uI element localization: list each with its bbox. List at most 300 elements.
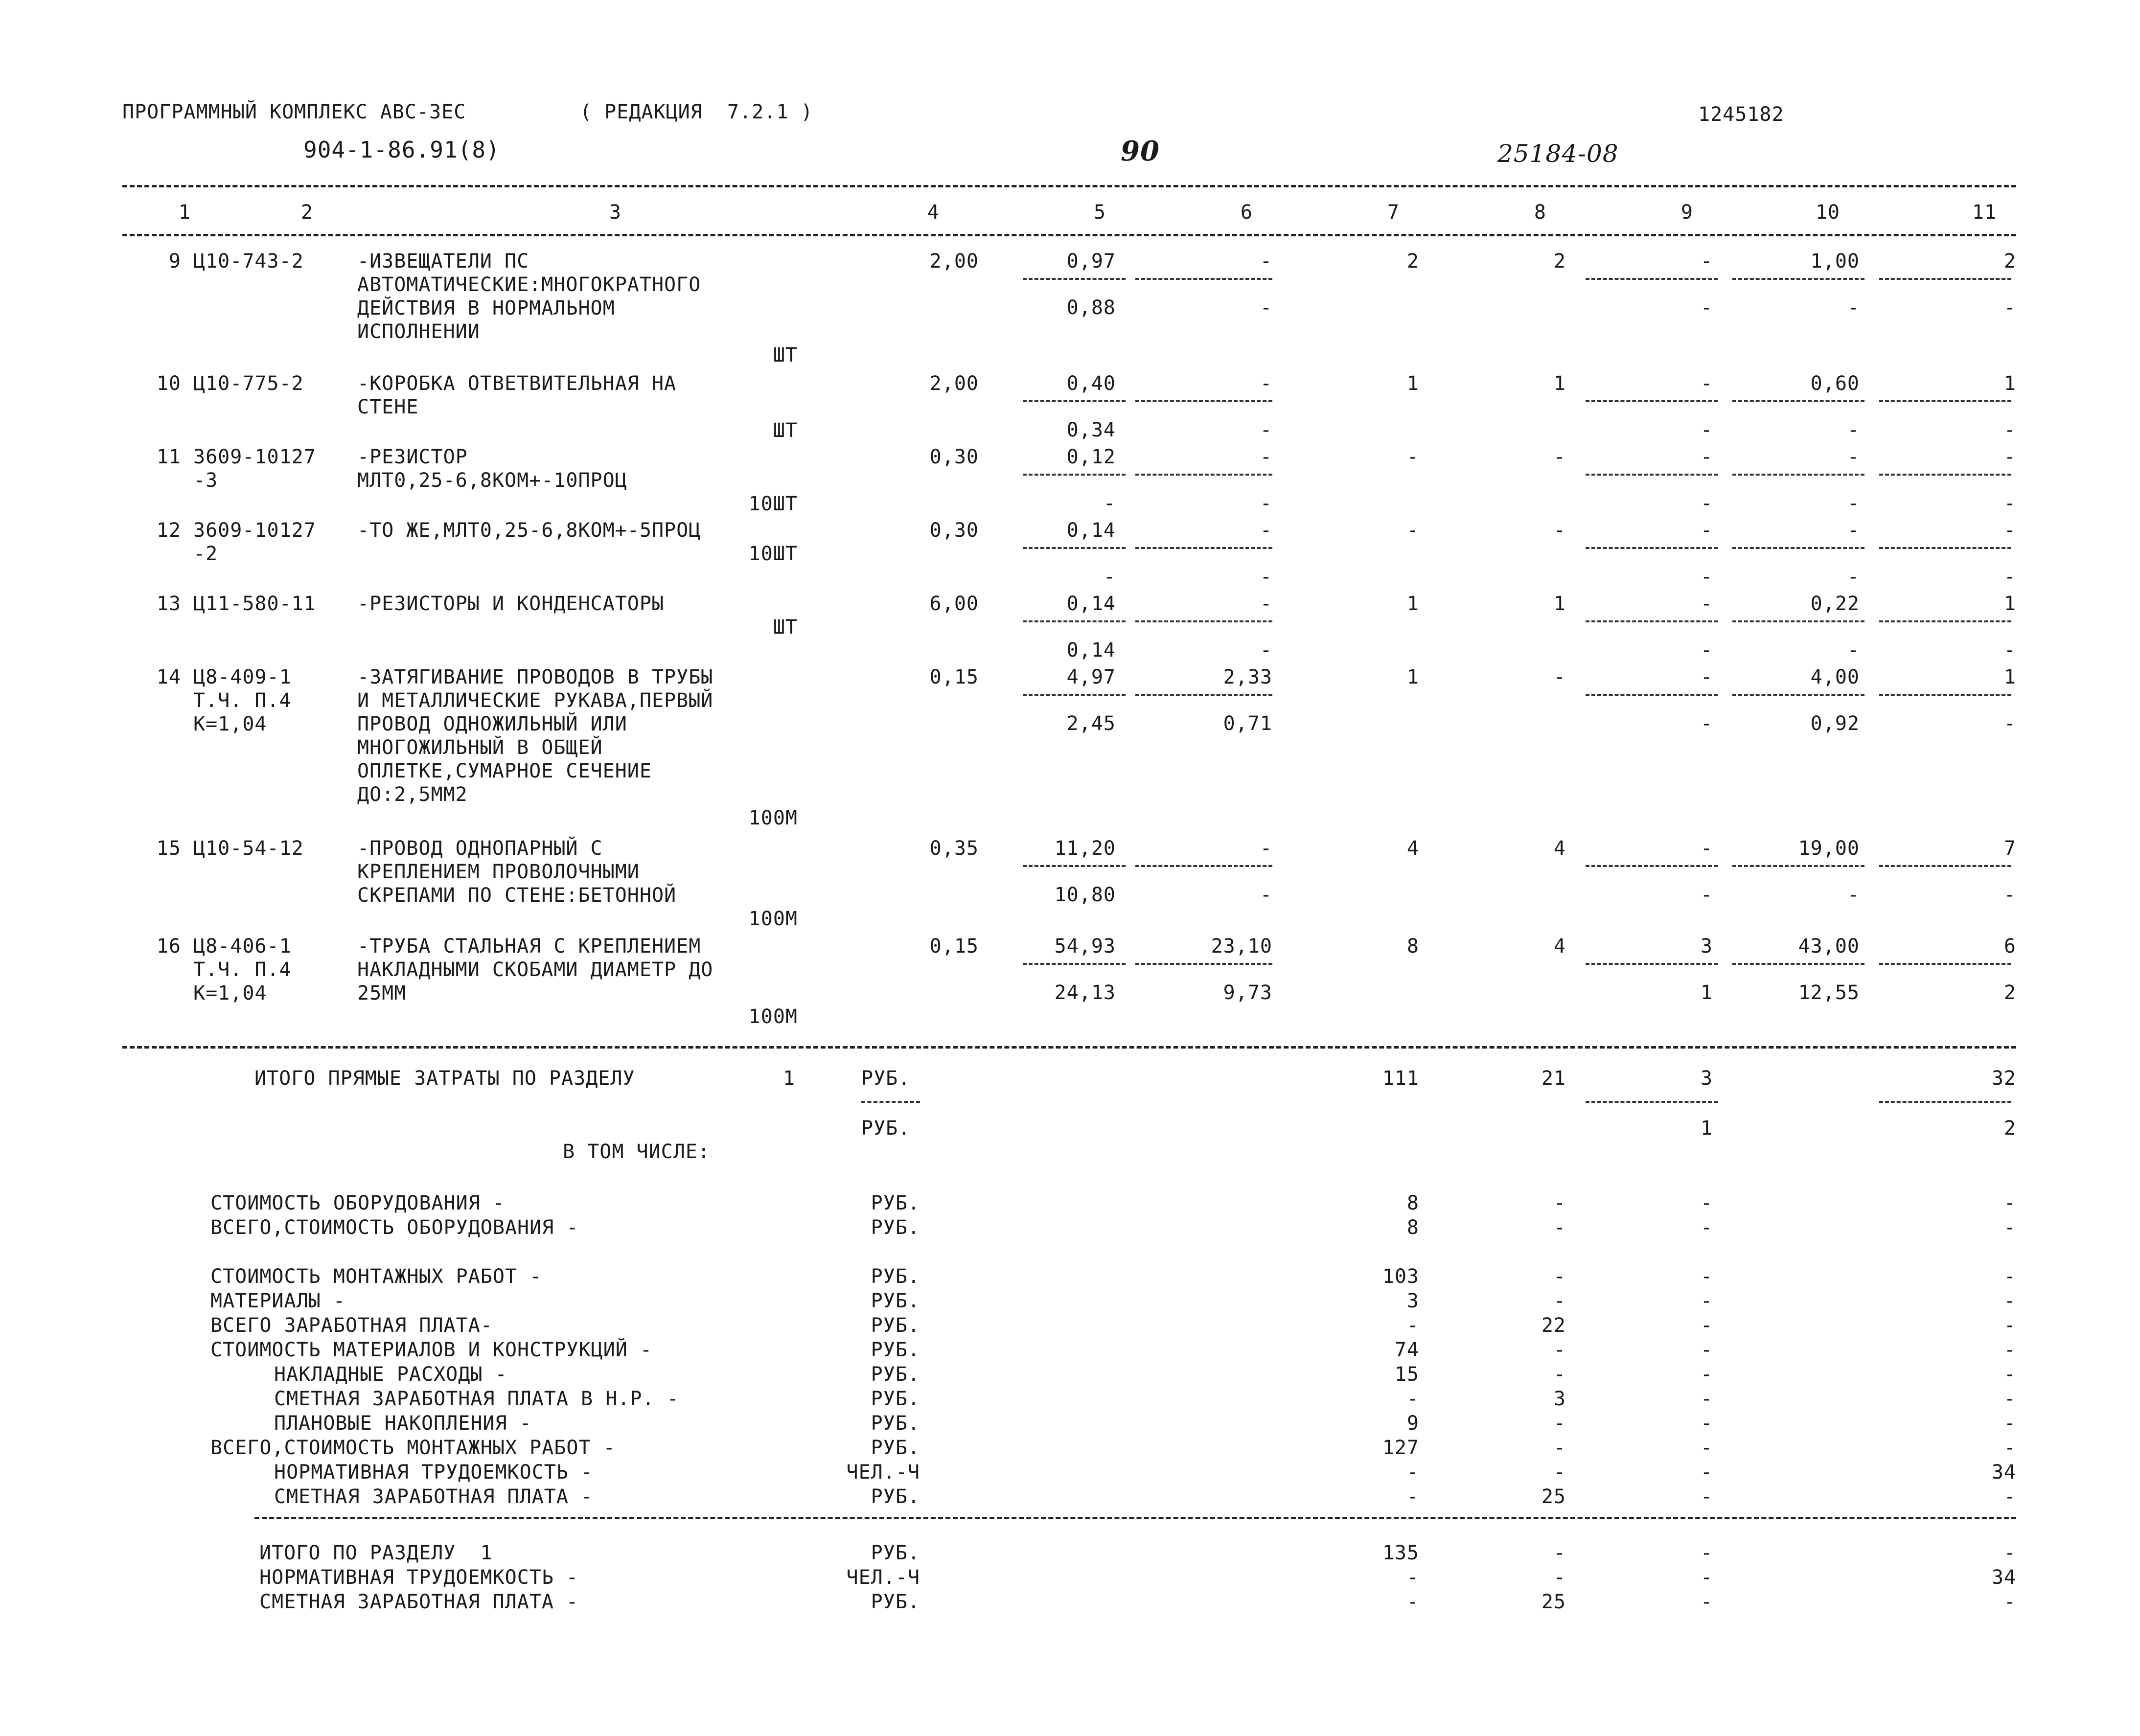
summary-label: ВСЕГО,СТОИМОСТЬ ОБОРУДОВАНИЯ - xyxy=(210,1216,579,1239)
row-code: К=1,04 xyxy=(193,713,267,735)
row-c8: - xyxy=(1553,666,1566,688)
row-c6b: 0,71 xyxy=(1223,712,1272,735)
cell-divider xyxy=(1023,400,1126,402)
cell-divider xyxy=(1135,474,1272,476)
summary-c8: - xyxy=(1553,1437,1566,1459)
doc-number: 1245182 xyxy=(1698,103,1784,126)
summary-c8: - xyxy=(1553,1216,1566,1239)
header-rule xyxy=(122,185,2016,187)
row-description: ОПЛЕТКЕ,СУМАРНОЕ СЕЧЕНИЕ xyxy=(357,760,652,782)
summary-unit: РУБ. xyxy=(871,1192,920,1214)
summary-c9: - xyxy=(1700,1290,1713,1312)
summary-c7: - xyxy=(1406,1388,1419,1410)
section-total-c9: - xyxy=(1700,1566,1713,1589)
row-c5b: 0,14 xyxy=(1066,639,1116,662)
section-total-c11: - xyxy=(2003,1591,2016,1613)
row-description: -ПРОВОД ОДНОПАРНЫЙ С xyxy=(357,837,603,860)
cell-divider xyxy=(1135,400,1272,402)
row-c6b: - xyxy=(1260,566,1272,588)
direct-costs-unit: РУБ. xyxy=(861,1067,911,1090)
cell-divider xyxy=(1586,547,1718,549)
row-description: СКРЕПАМИ ПО СТЕНЕ:БЕТОННОЙ xyxy=(357,884,677,907)
row-description: -ТРУБА СТАЛЬНАЯ С КРЕПЛЕНИЕМ xyxy=(357,935,701,958)
summary-c11: - xyxy=(2003,1388,2016,1410)
header-rule-bottom xyxy=(122,234,2016,236)
cell-divider xyxy=(1732,400,1864,402)
row-number: 15 xyxy=(156,837,181,860)
cell-divider xyxy=(1135,694,1272,696)
totals-rule xyxy=(122,1046,2016,1049)
summary-label: НАКЛАДНЫЕ РАСХОДЫ - xyxy=(274,1363,507,1386)
row-description: НАКЛАДНЫМИ СКОБАМИ ДИАМЕТР ДО xyxy=(357,959,713,981)
row-c4: 0,15 xyxy=(929,666,979,688)
row-c10b: - xyxy=(1847,566,1860,588)
cell-divider xyxy=(1586,694,1718,696)
column-header: 2 xyxy=(300,201,313,224)
row-description: КРЕПЛЕНИЕМ ПРОВОЛОЧНЫМИ xyxy=(357,861,640,883)
summary-c8: 25 xyxy=(1541,1485,1566,1508)
summary-unit: РУБ. xyxy=(871,1388,920,1410)
summary-c11: - xyxy=(2003,1314,2016,1337)
row-c9a: - xyxy=(1700,250,1713,273)
cell-divider xyxy=(1879,963,2011,965)
summary-c9: - xyxy=(1700,1388,1713,1410)
direct-c8: 21 xyxy=(1541,1067,1566,1090)
summary-c11: - xyxy=(2003,1412,2016,1435)
cell-divider xyxy=(1879,278,2011,280)
row-c11b: - xyxy=(2003,419,2016,441)
summary-c9: - xyxy=(1700,1216,1713,1239)
row-c10b: - xyxy=(1847,639,1860,662)
summary-c8: 22 xyxy=(1541,1314,1566,1337)
row-c10a: - xyxy=(1847,446,1860,468)
row-unit: ШТ xyxy=(773,616,798,639)
summary-c11: - xyxy=(2003,1363,2016,1386)
cell-divider xyxy=(1732,474,1864,476)
summary-label: СТОИМОСТЬ МОНТАЖНЫХ РАБОТ - xyxy=(210,1265,542,1288)
summary-label: СТОИМОСТЬ ОБОРУДОВАНИЯ - xyxy=(210,1192,505,1214)
summary-unit: РУБ. xyxy=(871,1437,920,1459)
summary-c11: - xyxy=(2003,1339,2016,1361)
summary-c7: 103 xyxy=(1382,1265,1419,1288)
row-c10a: 43,00 xyxy=(1798,935,1860,958)
section-total-unit: РУБ. xyxy=(871,1591,920,1613)
row-c5a: 0,14 xyxy=(1066,519,1116,542)
summary-c11: - xyxy=(2003,1265,2016,1288)
row-c6a: 2,33 xyxy=(1223,666,1272,688)
summary-unit: РУБ. xyxy=(871,1265,920,1288)
column-header: 4 xyxy=(927,201,940,224)
row-c6b: - xyxy=(1260,639,1272,662)
row-c8: - xyxy=(1553,446,1566,468)
column-header: 5 xyxy=(1093,201,1106,224)
cell-divider xyxy=(1135,278,1272,280)
row-c5b: 0,34 xyxy=(1066,419,1116,441)
row-unit: 100М xyxy=(748,1005,798,1028)
row-c10a: 0,60 xyxy=(1810,372,1860,395)
summary-c11: - xyxy=(2003,1485,2016,1508)
summary-unit: РУБ. xyxy=(871,1290,920,1312)
summary-c7: - xyxy=(1406,1314,1419,1337)
row-c5a: 4,97 xyxy=(1066,666,1116,688)
section-total-c7: - xyxy=(1406,1591,1419,1613)
row-c10b: 0,92 xyxy=(1810,712,1860,735)
row-description: АВТОМАТИЧЕСКИЕ:МНОГОКРАТНОГО xyxy=(357,274,701,296)
edition: ( РЕДАКЦИЯ 7.2.1 ) xyxy=(580,101,813,123)
row-c11b: - xyxy=(2003,884,2016,906)
cell-divider xyxy=(1732,963,1864,965)
c11-rule xyxy=(1879,1101,2011,1103)
column-header: 1 xyxy=(178,201,191,224)
row-c5a: 0,12 xyxy=(1066,446,1116,468)
section-total-c9: - xyxy=(1700,1591,1713,1613)
row-description: ИСПОЛНЕНИИ xyxy=(357,320,480,343)
row-number: 11 xyxy=(156,446,181,468)
cell-divider xyxy=(1135,963,1272,965)
column-header: 11 xyxy=(1972,201,1997,224)
column-header: 3 xyxy=(609,201,621,224)
summary-c8: - xyxy=(1553,1412,1566,1435)
row-c10b: - xyxy=(1847,492,1860,515)
summary-c8: - xyxy=(1553,1363,1566,1386)
row-c7: 8 xyxy=(1406,935,1419,958)
row-code: Ц11-580-11 xyxy=(193,593,316,615)
row-c11b: - xyxy=(2003,297,2016,319)
handwritten-code: 25184-08 xyxy=(1497,139,1619,168)
row-unit: 10ШТ xyxy=(748,543,798,565)
row-number: 13 xyxy=(156,593,181,615)
row-c7: 2 xyxy=(1406,250,1419,273)
summary-unit: РУБ. xyxy=(871,1363,920,1386)
section-total-c7: - xyxy=(1406,1566,1419,1589)
row-c10b: - xyxy=(1847,884,1860,906)
summary-c9: - xyxy=(1700,1485,1713,1508)
summary-c9: - xyxy=(1700,1192,1713,1214)
row-c8: 1 xyxy=(1553,593,1566,615)
row-c9b: - xyxy=(1700,566,1713,588)
summary-label: СТОИМОСТЬ МАТЕРИАЛОВ И КОНСТРУКЦИЙ - xyxy=(210,1339,652,1361)
cell-divider xyxy=(1023,474,1126,476)
direct-c11b: 2 xyxy=(2003,1117,2016,1140)
column-header: 10 xyxy=(1815,201,1840,224)
row-code: Ц8-409-1 xyxy=(193,666,292,688)
row-description: МЛТ0,25-6,8КОМ+-10ПРОЦ xyxy=(357,469,627,492)
including-label: В ТОМ ЧИСЛЕ: xyxy=(563,1141,710,1163)
row-description: СТЕНЕ xyxy=(357,396,419,418)
cell-divider xyxy=(1586,278,1718,280)
section-total-label: НОРМАТИВНАЯ ТРУДОЕМКОСТЬ - xyxy=(259,1566,579,1589)
cell-divider xyxy=(1732,547,1864,549)
row-number: 14 xyxy=(156,666,181,688)
row-c9a: - xyxy=(1700,519,1713,542)
summary-c7: 74 xyxy=(1394,1339,1419,1361)
cell-divider xyxy=(1586,474,1718,476)
row-number: 12 xyxy=(156,519,181,542)
cell-divider xyxy=(1879,865,2011,867)
summary-c7: - xyxy=(1406,1485,1419,1508)
summary-c11: - xyxy=(2003,1192,2016,1214)
unit-rule xyxy=(861,1101,920,1103)
row-c11a: - xyxy=(2003,519,2016,542)
direct-c7: 111 xyxy=(1382,1067,1419,1090)
section-total-label: СМЕТНАЯ ЗАРАБОТНАЯ ПЛАТА - xyxy=(259,1591,579,1613)
project-number: 904-1-86.91(8) xyxy=(303,137,500,163)
row-c11b: - xyxy=(2003,566,2016,588)
row-c4: 0,30 xyxy=(929,519,979,542)
row-c6a: 23,10 xyxy=(1211,935,1272,958)
row-c5b: - xyxy=(1103,492,1116,515)
row-c5a: 0,97 xyxy=(1066,250,1116,273)
row-c7: - xyxy=(1406,446,1419,468)
row-c11a: - xyxy=(2003,446,2016,468)
row-c10b: - xyxy=(1847,297,1860,319)
summary-unit: РУБ. xyxy=(871,1485,920,1508)
row-unit: ШТ xyxy=(773,344,798,366)
column-header: 8 xyxy=(1534,201,1546,224)
row-unit: 10ШТ xyxy=(748,493,798,515)
row-number: 9 xyxy=(168,250,181,273)
cell-divider xyxy=(1023,694,1126,696)
section-total-c11: - xyxy=(2003,1542,2016,1564)
row-c5b: 10,80 xyxy=(1054,884,1116,906)
cell-divider xyxy=(1023,620,1126,622)
row-description: -РЕЗИСТОР xyxy=(357,446,468,468)
row-c6a: - xyxy=(1260,837,1272,860)
cell-divider xyxy=(1023,865,1126,867)
row-c6a: - xyxy=(1260,593,1272,615)
column-header: 7 xyxy=(1387,201,1400,224)
cell-divider xyxy=(1135,547,1272,549)
summary-label: ПЛАНОВЫЕ НАКОПЛЕНИЯ - xyxy=(274,1412,532,1435)
row-c5b: 0,88 xyxy=(1066,297,1116,319)
row-c9a: - xyxy=(1700,446,1713,468)
summary-c11: - xyxy=(2003,1216,2016,1239)
row-description: -ИЗВЕЩАТЕЛИ ПС xyxy=(357,250,529,273)
summary-c9: - xyxy=(1700,1314,1713,1337)
row-c5a: 11,20 xyxy=(1054,837,1116,860)
row-c10a: 4,00 xyxy=(1810,666,1860,688)
row-c9a: 3 xyxy=(1700,935,1713,958)
row-description: -РЕЗИСТОРЫ И КОНДЕНСАТОРЫ xyxy=(357,593,665,615)
row-c9b: - xyxy=(1700,492,1713,515)
summary-label: МАТЕРИАЛЫ - xyxy=(210,1290,345,1312)
row-c5a: 54,93 xyxy=(1054,935,1116,958)
row-number: 16 xyxy=(156,935,181,958)
summary-c8: - xyxy=(1553,1192,1566,1214)
row-c11a: 2 xyxy=(2003,250,2016,273)
summary-c7: 127 xyxy=(1382,1437,1419,1459)
row-c6a: - xyxy=(1260,446,1272,468)
row-c11a: 6 xyxy=(2003,935,2016,958)
row-c9b: - xyxy=(1700,297,1713,319)
row-description: -КОРОБКА ОТВЕТВИТЕЛЬНАЯ НА xyxy=(357,372,677,395)
section-total-c7: 135 xyxy=(1382,1542,1419,1564)
row-c8: 2 xyxy=(1553,250,1566,273)
row-unit: ШТ xyxy=(773,419,798,442)
row-description: И МЕТАЛЛИЧЕСКИЕ РУКАВА,ПЕРВЫЙ xyxy=(357,689,713,712)
direct-costs-section: 1 xyxy=(783,1067,796,1090)
cell-divider xyxy=(1023,963,1126,965)
row-c6b: - xyxy=(1260,492,1272,515)
summary-c8: - xyxy=(1553,1290,1566,1312)
row-c6b: - xyxy=(1260,419,1272,441)
summary-label: ВСЕГО ЗАРАБОТНАЯ ПЛАТА- xyxy=(210,1314,493,1337)
row-c7: 4 xyxy=(1406,837,1419,860)
row-c5b: 24,13 xyxy=(1054,982,1116,1004)
column-header: 6 xyxy=(1240,201,1253,224)
c9-rule xyxy=(1586,1101,1718,1103)
row-unit: 100М xyxy=(748,807,798,829)
cell-divider xyxy=(1586,400,1718,402)
cell-divider xyxy=(1135,865,1272,867)
row-code: Т.Ч. П.4 xyxy=(193,689,292,712)
direct-costs-unit-2: РУБ. xyxy=(861,1117,911,1140)
summary-label: СМЕТНАЯ ЗАРАБОТНАЯ ПЛАТА В Н.Р. - xyxy=(274,1388,679,1410)
row-c7: 1 xyxy=(1406,666,1419,688)
summary-unit: РУБ. xyxy=(871,1339,920,1361)
direct-c9b: 1 xyxy=(1700,1117,1713,1140)
row-c10a: 19,00 xyxy=(1798,837,1860,860)
summary-unit: РУБ. xyxy=(871,1216,920,1239)
summary-label: СМЕТНАЯ ЗАРАБОТНАЯ ПЛАТА - xyxy=(274,1485,594,1508)
section-total-unit: РУБ. xyxy=(871,1542,920,1564)
summary-c8: - xyxy=(1553,1265,1566,1288)
section-total-c8: - xyxy=(1553,1566,1566,1589)
summary-c9: - xyxy=(1700,1265,1713,1288)
section-total-c9: - xyxy=(1700,1542,1713,1564)
row-c9a: - xyxy=(1700,837,1713,860)
row-code: Ц8-406-1 xyxy=(193,935,292,958)
row-c11a: 1 xyxy=(2003,593,2016,615)
row-c10b: - xyxy=(1847,419,1860,441)
summary-c9: - xyxy=(1700,1339,1713,1361)
page-number: 90 xyxy=(1121,135,1160,167)
summary-c7: 3 xyxy=(1406,1290,1419,1312)
row-c9a: - xyxy=(1700,372,1713,395)
direct-c11a: 32 xyxy=(1991,1067,2016,1090)
row-c7: 1 xyxy=(1406,593,1419,615)
cell-divider xyxy=(1879,547,2011,549)
row-c10b: 12,55 xyxy=(1798,982,1860,1004)
row-c4: 2,00 xyxy=(929,250,979,273)
summary-c7: - xyxy=(1406,1461,1419,1484)
row-code: -3 xyxy=(193,469,218,492)
summary-c11: 34 xyxy=(1991,1461,2016,1484)
row-c9b: - xyxy=(1700,419,1713,441)
row-c5b: - xyxy=(1103,566,1116,588)
row-code: 3609-10127 xyxy=(193,446,316,468)
row-c4: 0,15 xyxy=(929,935,979,958)
row-c11a: 1 xyxy=(2003,372,2016,395)
row-code: -2 xyxy=(193,543,218,565)
row-c10a: - xyxy=(1847,519,1860,542)
section-total-label: ИТОГО ПО РАЗДЕЛУ 1 xyxy=(259,1542,493,1564)
cell-divider xyxy=(1879,400,2011,402)
cell-divider xyxy=(1023,547,1126,549)
cell-divider xyxy=(1586,620,1718,622)
summary-c8: - xyxy=(1553,1461,1566,1484)
row-c6b: - xyxy=(1260,297,1272,319)
summary-c7: 15 xyxy=(1394,1363,1419,1386)
summary-c7: 9 xyxy=(1406,1412,1419,1435)
row-c6a: - xyxy=(1260,372,1272,395)
row-c5b: 2,45 xyxy=(1066,712,1116,735)
cell-divider xyxy=(1586,963,1718,965)
row-c7: 1 xyxy=(1406,372,1419,395)
row-c10a: 0,22 xyxy=(1810,593,1860,615)
row-c9b: - xyxy=(1700,639,1713,662)
row-c9a: - xyxy=(1700,666,1713,688)
summary-c7: 8 xyxy=(1406,1216,1419,1239)
summary-c9: - xyxy=(1700,1412,1713,1435)
cell-divider xyxy=(1135,620,1272,622)
direct-costs-label: ИТОГО ПРЯМЫЕ ЗАТРАТЫ ПО РАЗДЕЛУ xyxy=(254,1067,635,1090)
summary-c8: - xyxy=(1553,1339,1566,1361)
summary-c11: - xyxy=(2003,1290,2016,1312)
cell-divider xyxy=(1586,865,1718,867)
row-description: -ЗАТЯГИВАНИЕ ПРОВОДОВ В ТРУБЫ xyxy=(357,666,713,688)
row-c11b: - xyxy=(2003,712,2016,735)
summary-c9: - xyxy=(1700,1461,1713,1484)
row-c7: - xyxy=(1406,519,1419,542)
summary-unit: РУБ. xyxy=(871,1314,920,1337)
row-c9b: - xyxy=(1700,712,1713,735)
row-c11b: - xyxy=(2003,639,2016,662)
row-c11b: - xyxy=(2003,492,2016,515)
summary-unit: РУБ. xyxy=(871,1412,920,1435)
row-description: ПРОВОД ОДНОЖИЛЬНЫЙ ИЛИ xyxy=(357,713,627,735)
row-code: Т.Ч. П.4 xyxy=(193,959,292,981)
row-code: Ц10-775-2 xyxy=(193,372,304,395)
row-c11a: 7 xyxy=(2003,837,2016,860)
row-c6b: 9,73 xyxy=(1223,982,1272,1004)
row-description: -ТО ЖЕ,МЛТ0,25-6,8КОМ+-5ПРОЦ xyxy=(357,519,701,542)
row-c5a: 0,40 xyxy=(1066,372,1116,395)
cell-divider xyxy=(1879,694,2011,696)
summary-unit: ЧЕЛ.-Ч xyxy=(846,1461,920,1484)
summary-c9: - xyxy=(1700,1437,1713,1459)
summary-c8: 3 xyxy=(1553,1388,1566,1410)
section-total-rule xyxy=(254,1517,2016,1519)
row-c8: - xyxy=(1553,519,1566,542)
row-c8: 1 xyxy=(1553,372,1566,395)
summary-c9: - xyxy=(1700,1363,1713,1386)
summary-c7: 8 xyxy=(1406,1192,1419,1214)
summary-label: ВСЕГО,СТОИМОСТЬ МОНТАЖНЫХ РАБОТ - xyxy=(210,1437,616,1459)
cell-divider xyxy=(1732,620,1864,622)
cell-divider xyxy=(1732,865,1864,867)
row-description: ДЕЙСТВИЯ В НОРМАЛЬНОМ xyxy=(357,297,615,320)
cell-divider xyxy=(1879,474,2011,476)
row-c4: 0,30 xyxy=(929,446,979,468)
row-c10a: 1,00 xyxy=(1810,250,1860,273)
row-c5a: 0,14 xyxy=(1066,593,1116,615)
row-c6a: - xyxy=(1260,519,1272,542)
cell-divider xyxy=(1732,278,1864,280)
row-c9b: - xyxy=(1700,884,1713,906)
section-total-c8: 25 xyxy=(1541,1591,1566,1613)
summary-label: НОРМАТИВНАЯ ТРУДОЕМКОСТЬ - xyxy=(274,1461,594,1484)
direct-c9a: 3 xyxy=(1700,1067,1713,1090)
row-description: 25ММ xyxy=(357,982,407,1005)
cell-divider xyxy=(1732,694,1864,696)
row-c4: 2,00 xyxy=(929,372,979,395)
row-c6b: - xyxy=(1260,884,1272,906)
section-total-unit: ЧЕЛ.-Ч xyxy=(846,1566,920,1589)
summary-c11: - xyxy=(2003,1437,2016,1459)
row-c8: 4 xyxy=(1553,935,1566,958)
row-description: ДО:2,5ММ2 xyxy=(357,783,468,806)
